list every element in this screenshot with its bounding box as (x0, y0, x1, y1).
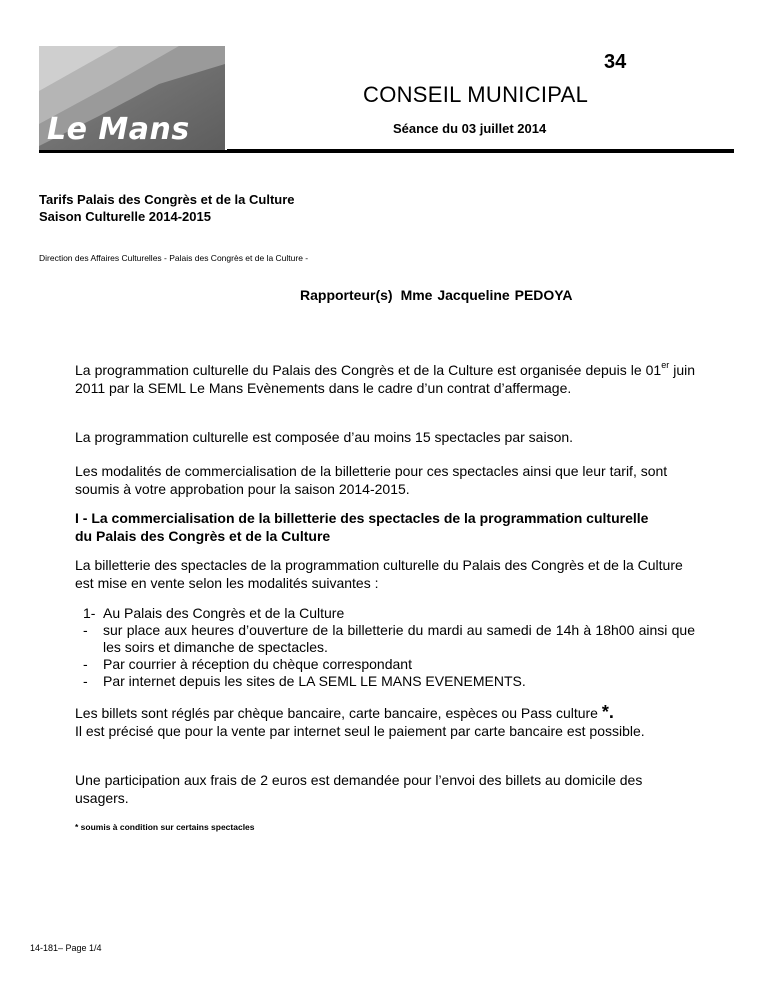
rapporteur-label: Rapporteur(s) (300, 287, 393, 303)
list-marker: - (83, 673, 88, 689)
paragraph-1-sup: er (661, 360, 670, 371)
session-date: Séance du 03 juillet 2014 (393, 121, 547, 136)
le-mans-logo (39, 46, 225, 152)
list-text: Au Palais des Congrès et de la Culture (103, 605, 345, 621)
header-rule (227, 149, 734, 153)
list-text: sur place aux heures d’ouverture de la billetterie du mardi au samedi de 14h à 18h00 ainsi que les soirs et dimanche de spectacles. (103, 622, 695, 655)
list-text: Par courrier à réception du chèque correspondant (103, 656, 412, 672)
sales-methods-list (83, 605, 695, 690)
list-marker: - (83, 622, 88, 638)
paragraph-2: La programmation culturelle est composée d’au moins 15 spectacles par saison. (75, 429, 574, 445)
page-number: 34 (604, 51, 627, 73)
page-footer: 14-181– Page 1/4 (30, 943, 102, 953)
logo-underline (39, 150, 227, 153)
paragraph-4: La billetterie des spectacles de la programmation culturelle du Palais des Congrès et de la Culture est mise en vente selon les modalités suivantes : (75, 557, 683, 591)
paragraph-1-text-a: La programmation culturelle du Palais des Congrès et de la Culture est organisée depuis le 01 (75, 362, 662, 378)
section-1-title: I - La commercialisation de la billetterie des spectacles de la programmation culturelle du Palais des Congrès et de la Culture (75, 510, 649, 544)
footnote: * soumis à condition sur certains spectacles (75, 822, 255, 832)
rapporteur (300, 287, 572, 303)
list-item (83, 605, 695, 622)
subject-title (39, 191, 295, 225)
list-marker: 1- (83, 605, 96, 621)
paragraph-1 (75, 361, 695, 397)
paragraph-6: Une participation aux frais de 2 euros est demandée pour l’envoi des billets au domicile des usagers. (75, 772, 643, 806)
direction-line: Direction des Affaires Culturelles - Palais des Congrès et de la Culture - (39, 253, 309, 263)
subject-line-1: Tarifs Palais des Congrès et de la Culture (39, 192, 295, 207)
logo-text: Le Mans (47, 112, 190, 147)
paragraph-5 (75, 703, 695, 740)
paragraph-5-text-b: Il est précisé que pour la vente par internet seul le paiement par carte bancaire est possible. (75, 723, 645, 739)
rapporteur-name: Mme Jacqueline PEDOYA (400, 287, 573, 303)
subject-line-2: Saison Culturelle 2014-2015 (39, 209, 211, 224)
council-title: CONSEIL MUNICIPAL (363, 82, 589, 107)
footnote-star: *. (601, 702, 614, 722)
list-text: Par internet depuis les sites de LA SEML LE MANS EVENEMENTS. (103, 673, 526, 689)
list-item (83, 656, 695, 673)
paragraph-3: Les modalités de commercialisation de la billetterie pour ces spectacles ainsi que leur tarif, sont soumis à votre approbation pour la saison 2014-2015. (75, 463, 668, 497)
list-marker: - (83, 656, 88, 672)
paragraph-1-text-b: juin 2011 par la SEML Le Mans Evènements dans le cadre d’un contrat d’affermage. (75, 362, 696, 396)
list-item (83, 673, 695, 690)
paragraph-5-text-a: Les billets sont réglés par chèque bancaire, carte bancaire, espèces ou Pass culture (75, 705, 602, 721)
list-item (83, 622, 695, 656)
